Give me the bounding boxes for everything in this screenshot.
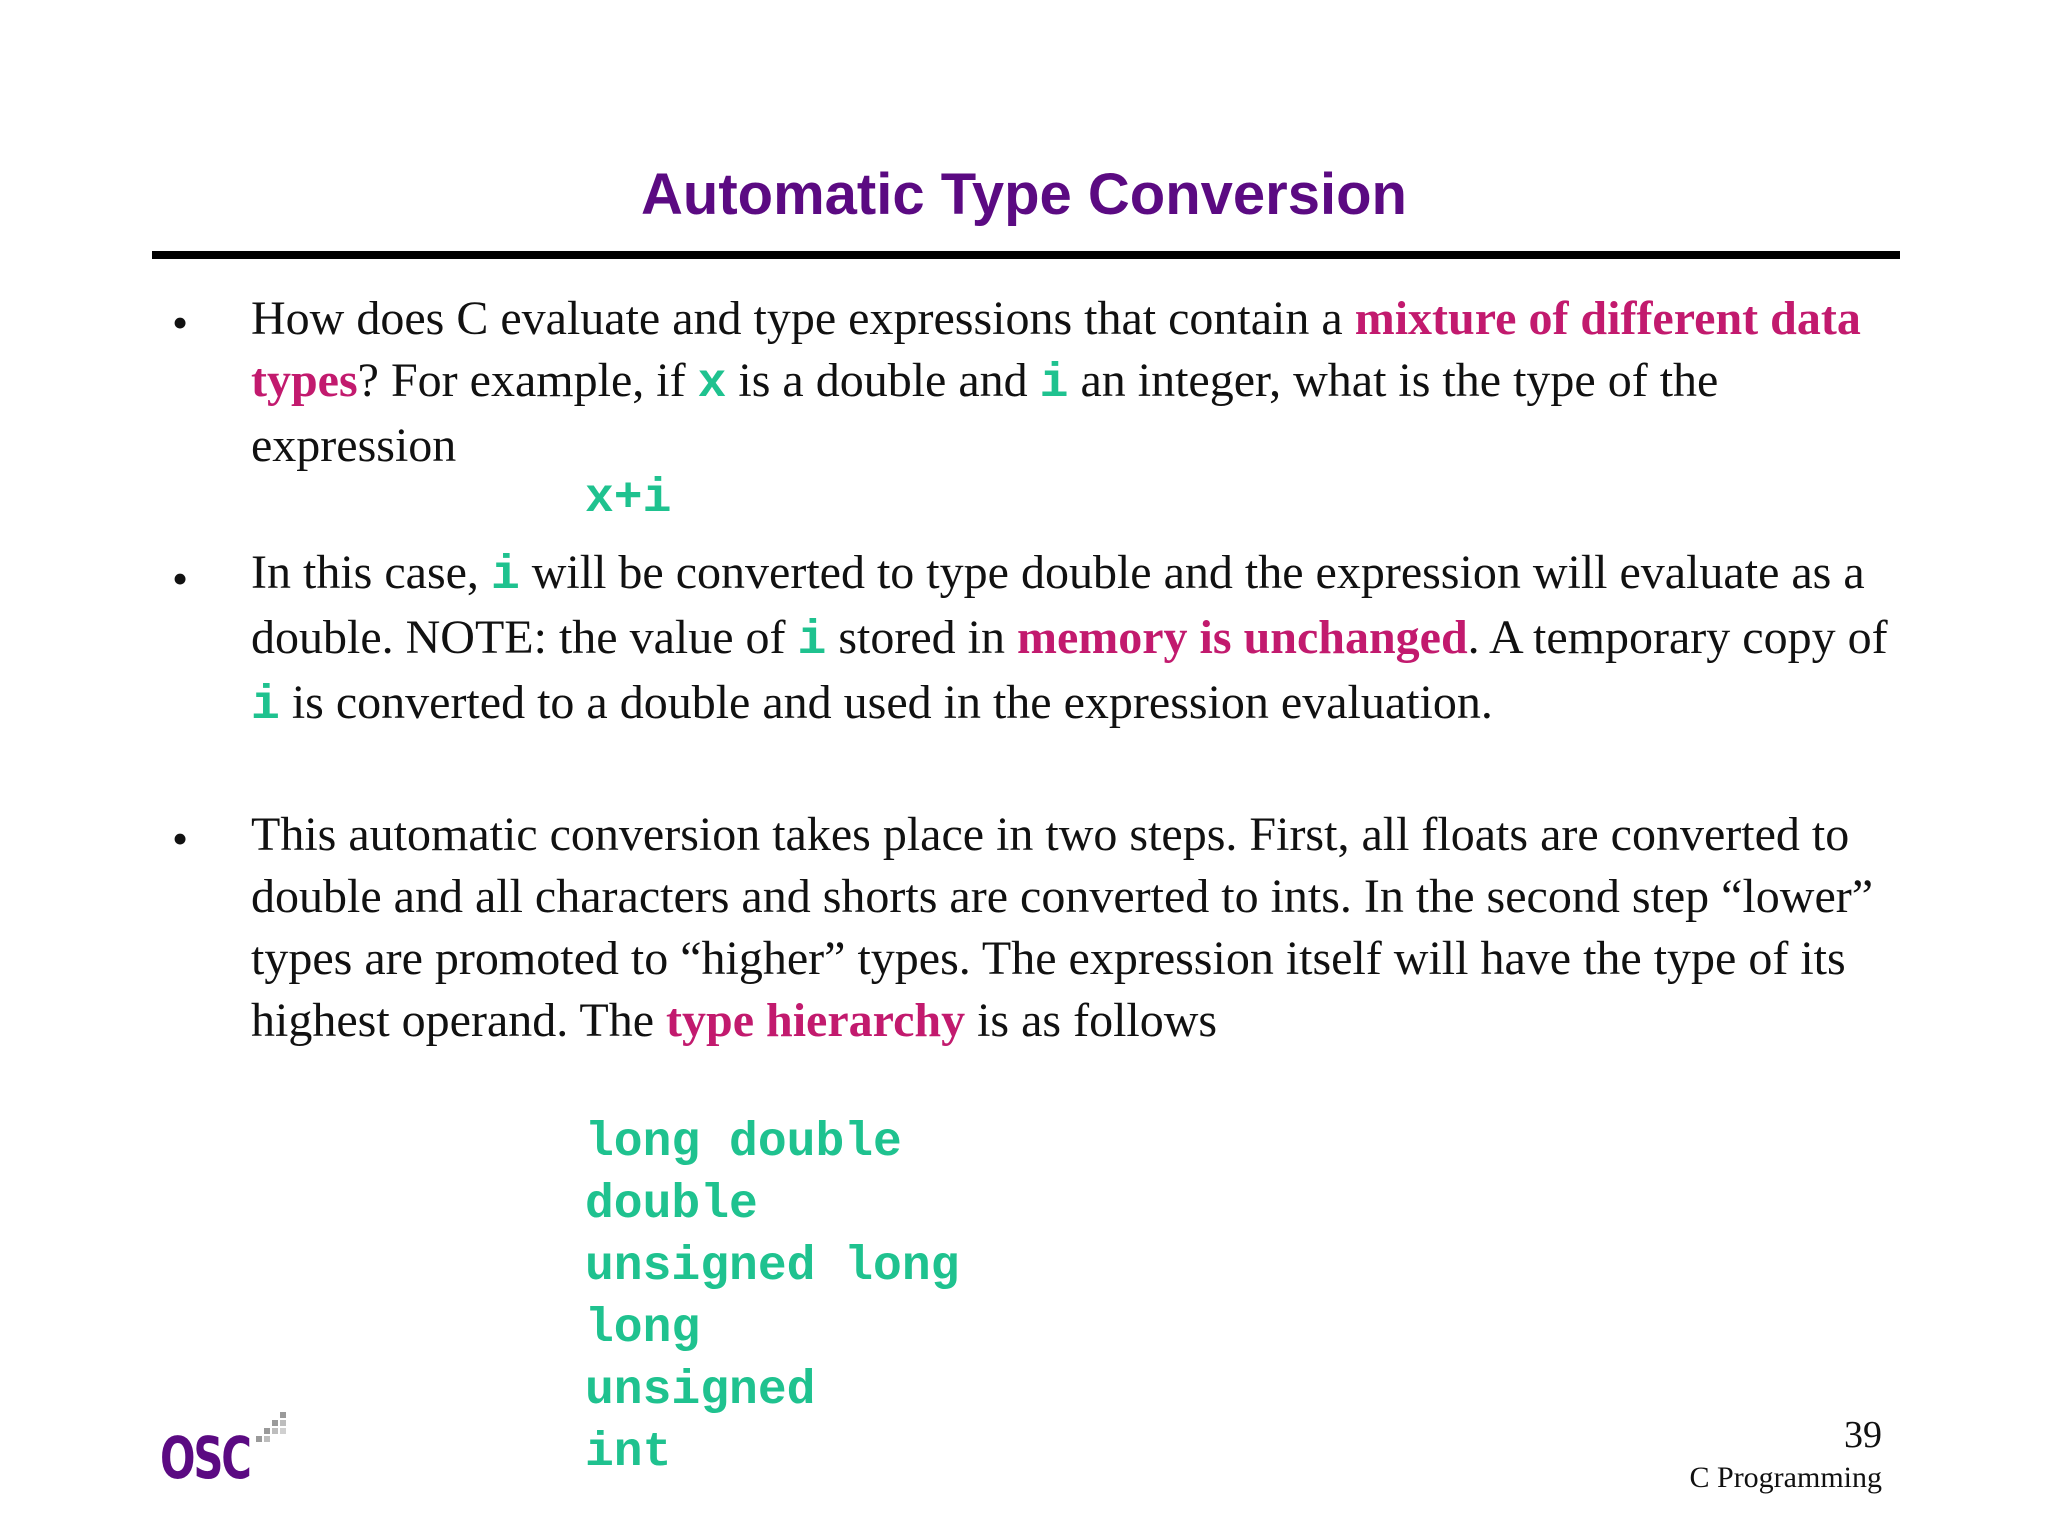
code-expression-x-plus-i: x+i <box>585 472 672 526</box>
bullet-marker: • <box>172 813 189 864</box>
bullet-1-text-part: is a double and <box>726 354 1040 407</box>
bullet-3-text <box>251 804 1901 1052</box>
bullet-2-text-part: In this case, <box>251 546 491 599</box>
bullet-2-text-part: . A temporary copy of <box>1467 611 1888 664</box>
bullet-marker: • <box>172 553 189 604</box>
hierarchy-unsigned-long: unsigned long <box>585 1240 960 1294</box>
hierarchy-int: int <box>585 1426 672 1480</box>
course-name: C Programming <box>1689 1461 1882 1494</box>
bullet-1-text <box>251 288 1901 477</box>
code-i: i <box>490 549 520 603</box>
bullet-1-text-part: an integer, what is the type of the expression <box>251 354 1719 472</box>
hierarchy-long-double: long double <box>585 1116 902 1170</box>
emphasis-memory-unchanged: memory is unchanged <box>1016 611 1468 664</box>
code-x: x <box>697 357 727 411</box>
bullet-2-text <box>251 542 1901 737</box>
bullet-3-text-part: is as follows <box>965 994 1218 1047</box>
hierarchy-unsigned: unsigned <box>585 1364 816 1418</box>
title-divider <box>152 251 1900 259</box>
osc-logo-text: OSC <box>160 1424 250 1492</box>
code-i: i <box>797 614 827 668</box>
bullet-marker: • <box>172 297 189 348</box>
bullet-2-text-part: will be converted to type double and the expression will evaluate as a double. NOTE: the value of <box>251 546 1865 664</box>
page-number: 39 <box>1844 1414 1882 1456</box>
emphasis-type-hierarchy: type hierarchy <box>666 994 966 1047</box>
logo-squares-icon <box>256 1412 290 1446</box>
hierarchy-long: long <box>585 1302 701 1356</box>
bullet-1-text-part: ? For example, if <box>357 354 698 407</box>
emphasis-mixture-of-data-types: mixture of different data types <box>251 292 1861 407</box>
code-i: i <box>251 679 280 733</box>
bullet-2-text-part: is converted to a double and used in the expression evaluation. <box>279 676 1493 729</box>
bullet-3-text-part: This automatic conversion takes place in two steps. First, all floats are converted to double and all characters and shorts are converted to ints. In the second step “lower” types are promoted to “higher” types. The expression itself will have the type of its highest operand. The <box>251 808 1874 1047</box>
osc-logo <box>160 1412 300 1492</box>
bullet-1-text-part: How does C evaluate and type expressions that contain a <box>251 292 1355 345</box>
bullet-2-text-part: stored in <box>826 611 1017 664</box>
hierarchy-double: double <box>585 1178 758 1232</box>
slide-title: Automatic Type Conversion <box>641 162 1407 227</box>
code-i: i <box>1039 357 1069 411</box>
